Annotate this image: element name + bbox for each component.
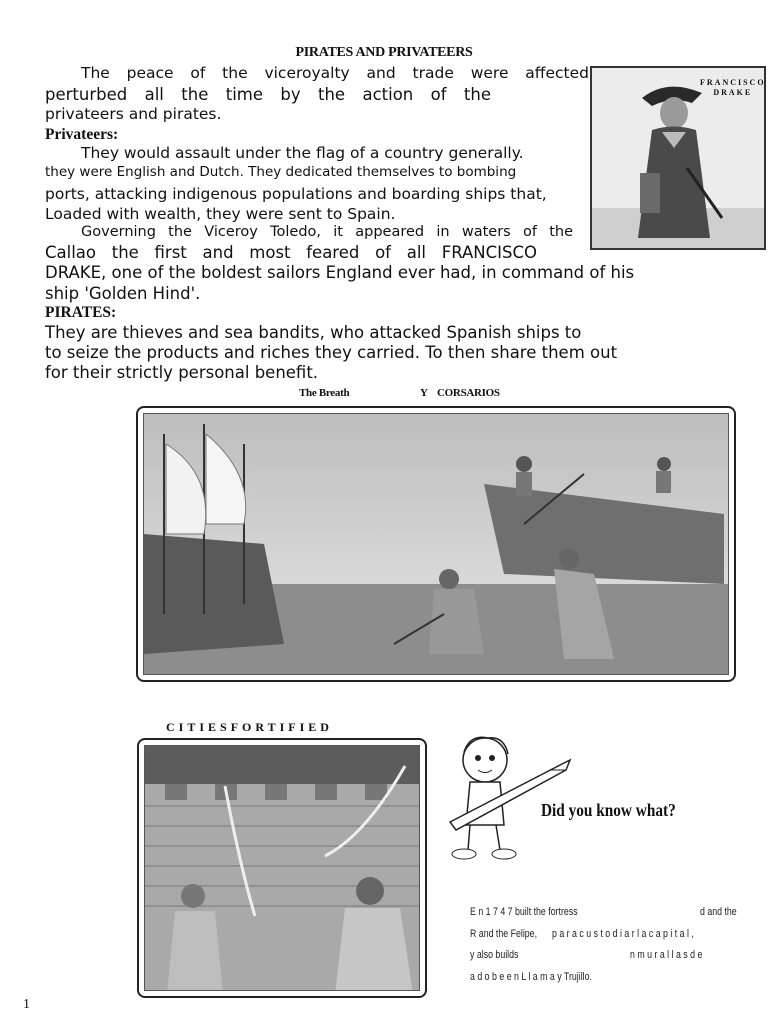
drake-caption [700, 78, 766, 98]
intro-line-1: The peace of the viceroyalty and trade were affected [81, 64, 589, 82]
drake-caption-line-2: DRAKE [713, 88, 753, 97]
fact-line-1b: d and the [700, 906, 737, 918]
fortified-scene-frame [137, 738, 427, 998]
page-title: PIRATES AND PRIVATEERS [295, 45, 473, 60]
battle-illustration [144, 414, 729, 675]
fact-line-1a: E n 1 7 4 7 built the fortress [470, 906, 578, 918]
battle-caption-left: The Breath [299, 387, 350, 399]
fact-line-3b: n m u r a l l a s d e [630, 949, 703, 961]
boy-with-pencil-icon [440, 730, 575, 865]
pirates-line-2: to seize the products and riches they carried. To then share them out [45, 343, 618, 362]
battle-scene-frame [136, 406, 736, 682]
fortified-scene [144, 745, 420, 991]
drake-portrait [590, 66, 766, 250]
privateers-line-4: Loaded with wealth, they were sent to Spain. [45, 205, 396, 223]
drake-caption-line-1: FRANCISCO [700, 78, 766, 87]
did-you-know-heading: Did you know what? [541, 800, 676, 820]
cities-caption: CITIESFORTIFIED [166, 720, 333, 734]
intro-line-3: privateers and pirates. [45, 105, 222, 123]
pirates-heading: PIRATES: [45, 304, 117, 321]
fact-line-4: a d o b e e n L l a m a y Trujillo. [470, 971, 592, 983]
pirates-line-1: They are thieves and sea bandits, who attacked Spanish ships to [45, 323, 582, 342]
privateers-line-7: DRAKE, one of the boldest sailors England ever had, in command of his [45, 263, 635, 282]
privateers-line-2: they were English and Dutch. They dedicated themselves to bombing [45, 164, 517, 180]
intro-line-2: perturbed all the time by the action of the [45, 85, 491, 104]
privateers-line-1: They would assault under the flag of a country generally. [81, 144, 524, 162]
fortified-illustration [145, 746, 420, 991]
page-number: 1 [23, 997, 30, 1012]
privateers-line-8: ship 'Golden Hind'. [45, 284, 201, 303]
boy-with-pencil-illustration [440, 730, 575, 865]
fact-line-2b: p a r a c u s t o d i a r l a c a p i t a l , [552, 928, 694, 940]
fact-line-3a: y also builds [470, 949, 519, 961]
pirates-line-3: for their strictly personal benefit. [45, 363, 319, 382]
privateers-line-5: Governing the Viceroy Toledo, it appeared in waters of the [81, 224, 573, 240]
privateers-heading: Privateers: [45, 126, 119, 143]
fact-line-2a: R and the Felipe, [470, 928, 538, 940]
privateers-line-6: Callao the first and most feared of all FRANCISCO [45, 243, 537, 262]
privateers-line-3: ports, attacking indigenous populations and boarding ships that, [45, 185, 547, 203]
battle-scene [143, 413, 729, 675]
battle-caption-right: Y CORSARIOS [420, 387, 500, 399]
